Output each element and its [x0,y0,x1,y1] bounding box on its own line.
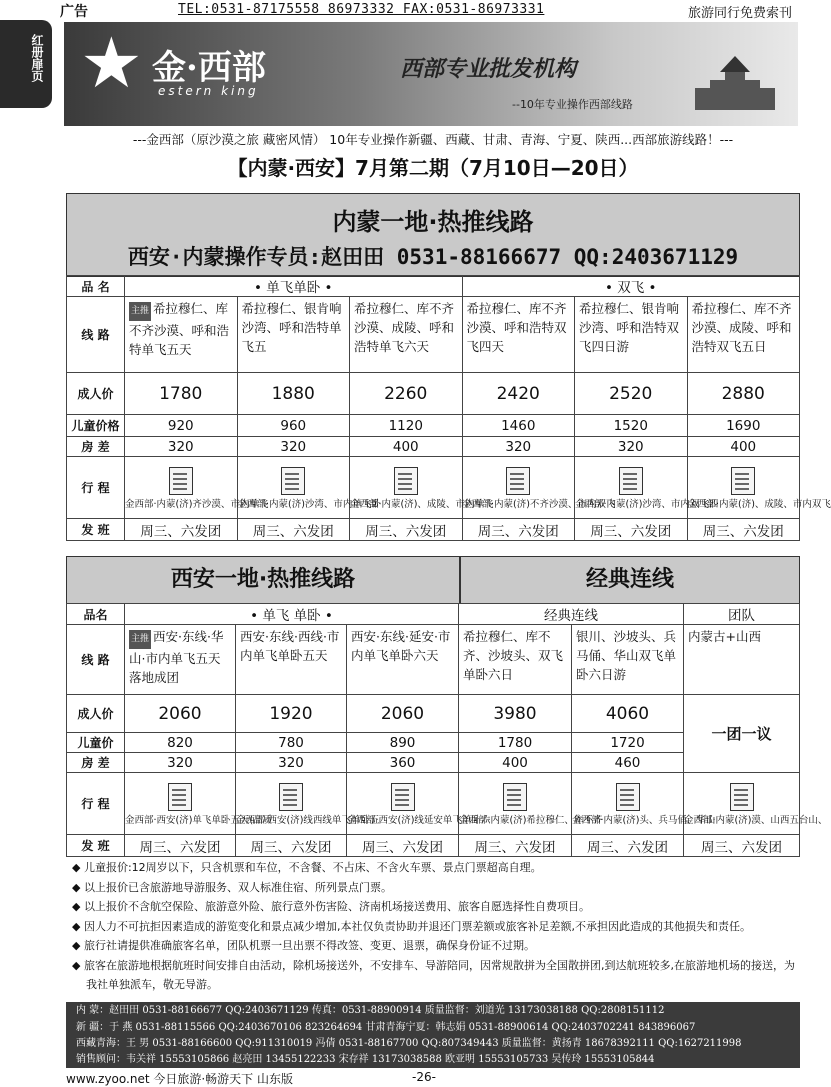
room-diff: 320 [236,753,347,773]
row-label-child: 儿童价 [67,733,125,753]
side-tab [0,20,52,108]
route-cell [125,297,238,373]
room-diff: 320 [237,437,350,457]
route-cell: 银川、沙坡头、兵马俑、华山双飞单卧六日游 [572,625,684,695]
intro-line: ---金西部（原沙漠之旅 藏密风情） 10年专业操作新疆、西藏、甘肃、青海、宁夏、陕西...西部旅游线路！--- [132,132,734,147]
departure: 周三、六发团 [572,835,684,857]
child-price: 1460 [462,415,575,437]
page-number: -26- [412,1070,436,1084]
tag-badge: 主推 [129,302,151,321]
child-price: 1780 [459,733,572,753]
route-cell: 希拉穆仁、库不齐沙漠、呼和浩特双飞四天 [462,297,575,373]
route-text: 希拉穆仁、库不齐沙漠、呼和浩特单飞五天 [129,301,230,357]
room-diff: 400 [350,437,463,457]
footer-line: 销售顾问：韦关祥 15553105866 赵亮田 13455122233 宋存祥 13173038588 欧亚明 15553105733 吴传玲 15553105844 [76,1054,655,1065]
child-price: 960 [237,415,350,437]
document-icon[interactable] [391,783,415,811]
route-cell: 希拉穆仁、银肯响沙湾、呼和浩特单飞五 [237,297,350,373]
adult-price: 2060 [347,695,459,733]
itinerary-file[interactable]: 金西部·内蒙(济)漠、山西五台山、 [684,815,828,826]
row-label-adult: 成人价 [67,695,125,733]
itinerary-cell[interactable] [575,457,719,519]
room-diff: 400 [459,753,572,773]
itinerary-cell[interactable] [687,457,831,519]
route-cell: 内蒙古+山西 [684,625,800,695]
departure: 周三、六发团 [687,519,800,541]
adult-price: 1920 [236,695,347,733]
adult-price: 2520 [575,373,688,415]
itinerary-cell[interactable] [459,773,603,835]
footer-contacts [66,1002,800,1068]
child-price: 820 [125,733,236,753]
row-label-room: 房 差 [67,753,125,773]
group-single: • 单飞单卧 • [125,276,463,297]
child-price: 1690 [687,415,800,437]
document-icon[interactable] [616,783,640,811]
document-icon[interactable] [169,467,193,495]
itinerary-cell[interactable] [462,457,616,519]
subslogan: --10年专业操作西部线路 [512,98,633,111]
departure: 周三、六发团 [236,835,347,857]
departure: 周三、六发团 [237,519,350,541]
top-bar [0,0,800,20]
bottom-bar [0,1068,800,1086]
section-xian-header: 西安一地·热推线路 [66,556,460,604]
child-price: 890 [347,733,459,753]
section-title: 内蒙一地·热推线路 [332,208,534,236]
xian-table [66,603,828,857]
route-cell: 希拉穆仁、银肯响沙湾、呼和浩特双飞四日游 [575,297,688,373]
row-label-route: 线 路 [67,297,125,373]
section-inner-mongolia-header [66,193,800,277]
adult-price: 2880 [687,373,800,415]
child-price: 780 [236,733,347,753]
departure: 周三、六发团 [462,519,575,541]
itinerary-cell[interactable] [237,457,381,519]
document-icon[interactable] [506,467,530,495]
document-icon[interactable] [394,467,418,495]
side-tab-label: 红册扉页 [30,34,44,82]
route-cell [125,625,236,695]
document-icon[interactable] [281,467,305,495]
departure: 周三、六发团 [125,835,236,857]
row-label-itinerary: 行 程 [67,457,125,519]
group-team: 团队 [684,604,800,625]
row-label-name: 品 名 [67,276,125,297]
contact-line: TEL:0531-87175558 86973332 FAX:0531-86973331 [178,2,545,17]
itinerary-file[interactable]: 金西部·内蒙(济)沙湾、市内单飞卧 [237,499,381,510]
document-icon[interactable] [503,783,527,811]
group-double: • 双飞 • [462,276,800,297]
row-label-departure: 发 班 [67,835,125,857]
itinerary-file[interactable]: 金西部·内蒙(济)、成陵、市内双飞 [687,499,831,510]
note-item: ◆ 旅客在旅游地根据航班时间安排自由活动，除机场接送外，不安排车、导游陪同，因常规散拼为全国散拼团,到达航班较多,在旅游地机场的接送，为我社单独派车，敬无导游。 [72,958,795,991]
itinerary-file[interactable]: 金西部·内蒙(济)希拉穆仁、库不齐 [459,815,603,826]
itinerary-file[interactable]: 金西部·内蒙(济)不齐沙漠、市内双飞 [462,499,616,510]
document-icon[interactable] [279,783,303,811]
room-diff: 320 [575,437,688,457]
itinerary-file[interactable]: 金西部·西安(济)线西线单飞单卧五 [236,815,380,826]
adult-price: 1880 [237,373,350,415]
logo-subtext: estern king [158,84,259,98]
row-label-itinerary: 行 程 [67,773,125,835]
note-item: ◆ 因人力不可抗拒因素造成的游览变化和景点减少增加,本社仅负责协助并退还门票差额或旅客补足差额,不承担因此造成的其他损失和责任。 [72,919,751,933]
room-diff: 460 [572,753,684,773]
adult-price: 4060 [572,695,684,733]
child-price: 1720 [572,733,684,753]
logo-text: 金·西部 [152,48,266,88]
adult-price: 1780 [125,373,238,415]
team-price: 一团一议 [684,695,800,773]
note-item: ◆ 旅行社请提供准确旅客名单，团队机票一旦出票不得改签、变更、退票，确保身份证不过期。 [72,939,535,952]
room-diff: 360 [347,753,459,773]
row-label-child: 儿童价格 [67,415,125,437]
room-diff: 320 [125,437,238,457]
itinerary-cell[interactable] [572,773,716,835]
adult-price: 2260 [350,373,463,415]
itinerary-file[interactable]: 金西部·内蒙(济)沙湾、市内双飞四 [575,499,719,510]
route-cell: 希拉穆仁、库不齐沙漠、成陵、呼和浩特双飞五日 [687,297,800,373]
itinerary-cell[interactable] [350,457,494,519]
document-icon[interactable] [731,467,755,495]
tag-badge: 主推 [129,630,151,649]
route-text: 西安·东线·华山·市内单飞五天落地成团 [129,629,224,685]
itinerary-cell[interactable] [236,773,380,835]
row-label-route: 线 路 [67,625,125,695]
footer-line: 新 疆：于 燕 0531-88115566 QQ:2403670106 823264694 甘肃青海宁夏：韩志娟 0531-88900614 QQ:2403702241 843896067 [76,1022,696,1033]
child-price: 1120 [350,415,463,437]
ad-label: 广告 [60,4,88,20]
departure: 周三、六发团 [347,835,459,857]
row-label-adult: 成人价 [67,373,125,415]
slogan: 西部专业批发机构 [400,56,577,82]
note-item: ◆ 以上报价不含航空保险、旅游意外险、旅行意外伤害险、济南机场接送费用、旅客自愿选择性自费项目。 [72,900,590,913]
note-item: ◆ 儿童报价:12周岁以下，只含机票和车位，不含餐、不占床、不含火车票、景点门票超高自理。 [72,861,542,874]
inner-mongolia-table [66,275,831,541]
section-classic-header: 经典连线 [460,556,800,604]
itinerary-cell[interactable] [684,773,828,835]
route-cell: 希拉穆仁、库不齐、沙坡头、双飞单卧六日 [459,625,572,695]
adult-price: 3980 [459,695,572,733]
itinerary-file[interactable]: 金西部·西安(济)线延安单飞单卧六 [347,815,491,826]
itinerary-cell[interactable] [347,773,491,835]
footer-line: 西藏青海：王 男 0531-88166600 QQ:911310019 冯倩 0531-88167700 QQ:807349443 质量监督：黄扬青 18678392111 QQ:1627211998 [76,1038,742,1049]
footer-line: 内 蒙：赵田田 0531-88166677 QQ:2403671129 传真：0531-88900914 质量监督：刘道光 13173038188 QQ:2808151112 [76,1005,665,1016]
row-label-departure: 发 班 [67,519,125,541]
itinerary-file[interactable]: 金西部·内蒙(济)、成陵、市内单飞 [350,499,494,510]
departure: 周三、六发团 [125,519,238,541]
departure: 周三、六发团 [575,519,688,541]
departure: 周三、六发团 [459,835,572,857]
route-cell: 西安·东线·延安·市内单飞单卧六天 [347,625,459,695]
adult-price: 2060 [125,695,236,733]
itinerary-cell[interactable] [125,457,269,519]
fortress-image [690,50,780,110]
star-logo-icon: ★ [80,22,143,104]
row-label-room: 房 差 [67,437,125,457]
departure: 周三、六发团 [684,835,800,857]
group-single: • 单飞 单卧 • [125,604,459,625]
document-icon[interactable] [730,783,754,811]
publication-label: 旅游同行免费索刊 [687,6,792,21]
departure: 周三、六发团 [350,519,463,541]
route-cell: 希拉穆仁、库不齐沙漠、成陵、呼和浩特单飞六天 [350,297,463,373]
child-price: 920 [125,415,238,437]
child-price: 1520 [575,415,688,437]
document-icon[interactable] [619,467,643,495]
room-diff: 320 [462,437,575,457]
adult-price: 2420 [462,373,575,415]
route-cell: 西安·东线·西线·市内单飞单卧五天 [236,625,347,695]
group-classic: 经典连线 [459,604,684,625]
itinerary-cell[interactable] [125,773,273,835]
room-diff: 320 [125,753,236,773]
document-icon[interactable] [168,783,192,811]
section-contact: 西安·内蒙操作专员:赵田田 0531-88166677 QQ:2403671129 [127,245,739,269]
notes [66,858,800,995]
itinerary-file[interactable]: 金西部·内蒙(济)齐沙漠、市内单飞 [125,499,269,510]
itinerary-file[interactable]: 金西部·西安(济)单飞单卧五天(品质 [125,815,273,826]
issue-title: 【内蒙·西安】7月第二期（7月10日—20日） [227,156,639,180]
site-link[interactable]: www.zyoo.net 今日旅游·畅游天下 山东版 [66,1072,293,1086]
room-diff: 400 [687,437,800,457]
note-item: ◆ 以上报价已含旅游地导游服务、双人标准住宿、所列景点门票。 [72,880,392,894]
row-label-name: 品名 [67,604,125,625]
itinerary-file[interactable]: 金西部·内蒙(济)头、兵马俑、华山 [572,815,716,826]
